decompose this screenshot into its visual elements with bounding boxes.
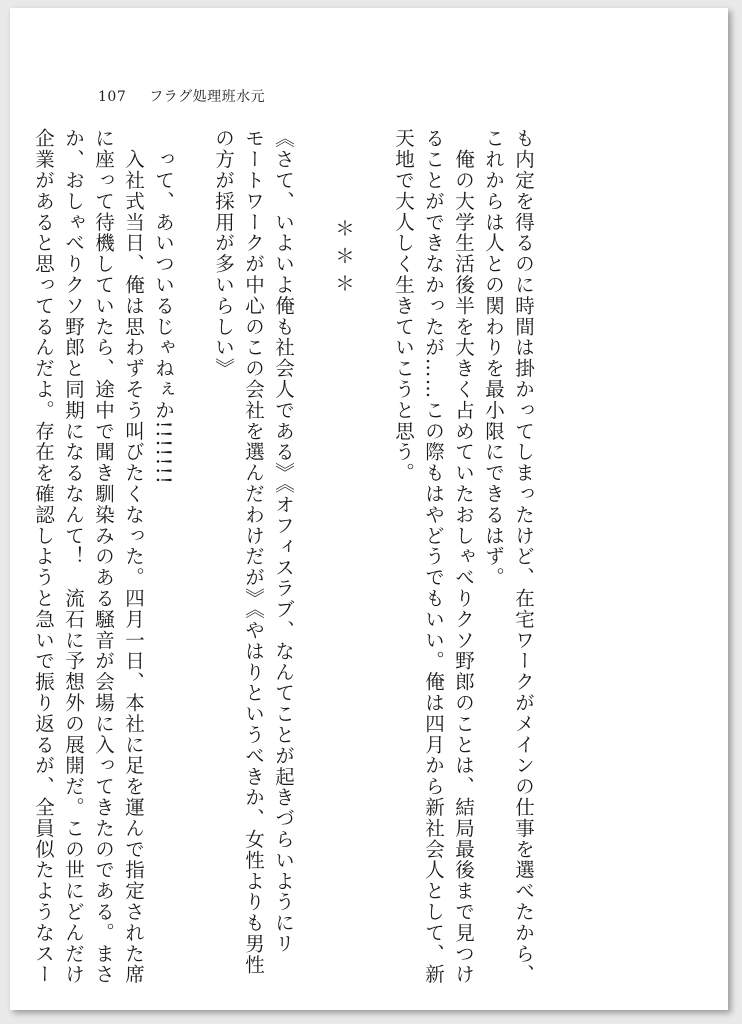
page-number: 107	[98, 89, 127, 105]
text-line: の方が採用が多いらしい》	[212, 128, 235, 379]
blank-line	[358, 128, 388, 948]
text-line: これからは人との関わりを最小限にできるはず。	[482, 128, 505, 588]
running-header	[98, 86, 265, 106]
blank-line	[298, 128, 328, 948]
text-line: 天地で大人しく生きていこうと思う。	[392, 128, 415, 484]
text-line: に座って待機していたら、途中で聞き馴染みのある騒音が会場に入ってきたのである。まさ	[92, 128, 115, 985]
text-line: 入社式当日、俺は思わずそう叫びたくなった。四月一日、本社に足を運んで指定された席	[122, 128, 145, 985]
text-line: モートワークが中心のこの会社を選んだわけだが》《やはりというべきか、女性よりも男性	[242, 128, 265, 976]
text-line: 企業があると思ってるんだよ。存在を確認しようと急いで振り返るが、全員似たようなスー	[32, 128, 55, 985]
text-line: か、おしゃべりクソ野郎と同期になるなんて！ 流石に予想外の展開だ。この世にどんだけ	[62, 128, 85, 985]
body-text	[32, 128, 538, 985]
text-line: って、あいついるじゃねぇか!!!!!!!	[152, 128, 175, 486]
book-page	[10, 8, 728, 1010]
text-line: 俺の大学生活後半を大きく占めていたおしゃべりクソ野郎のことは、結局最後まで見つけ	[452, 128, 475, 985]
running-title: フラグ処理班水元	[149, 89, 266, 105]
section-break: ＊＊＊	[332, 218, 355, 301]
blank-line	[178, 128, 208, 948]
text-line: も内定を得るのに時間は掛かってしまったけど、在宅ワークがメインの仕事を選べたから、	[512, 128, 535, 985]
text-line: ることができなかったが……この際もはやどうでもいい。俺は四月から新社会人として、新	[422, 128, 445, 985]
text-line: 《さて、いよいよ俺も社会人である》《オフィスラブ、なんてことが起きづらいようにリ	[272, 128, 295, 955]
